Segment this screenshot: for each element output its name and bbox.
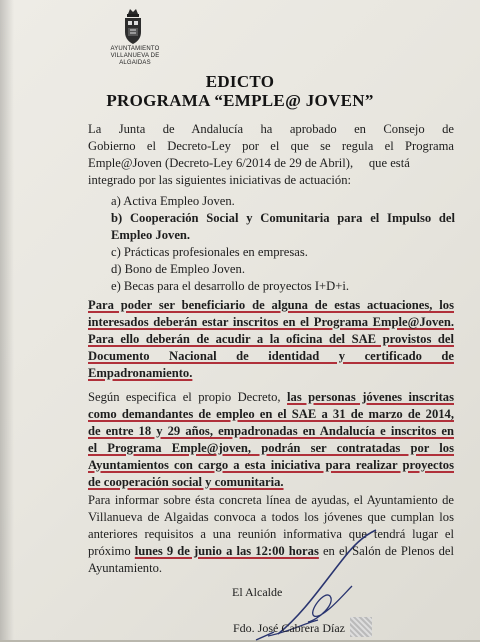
requirements-line: interesados deberán estar inscritos en el Programa Emple@Joven. xyxy=(88,315,454,329)
meeting-line: Para informar sobre ésta concreta línea de ayudas, el Ayuntamiento de xyxy=(88,493,454,507)
initiative-a: a) Activa Empleo Joven. xyxy=(111,194,235,208)
intro-line: Emple@Joven (Decreto-Ley 6/2014 de 29 de Abril), que está xyxy=(88,156,410,170)
decree-line: el Programa Emple@joven, podrán ser contratadas por los xyxy=(88,441,454,455)
decree-line: Según especifica el propio Decreto, xyxy=(88,390,288,404)
decree-highlight: las personas jóvenes inscritas xyxy=(287,390,454,404)
mayor-title: El Alcalde xyxy=(232,585,283,599)
redacted-area xyxy=(350,617,372,637)
decree-line: Ayuntamientos con cargo a esta iniciativa para realizar proyectos xyxy=(88,458,454,472)
meeting-line: anteriores requisitos a una reunión informativa que tendrá lugar el xyxy=(88,527,454,541)
signed-by: Fdo. José Cabrera Díaz xyxy=(233,621,345,635)
requirements-line: Empadronamiento. xyxy=(88,366,193,380)
intro-line: integrado por las siguientes iniciativas de actuación: xyxy=(88,173,351,187)
decree-line: de entre 18 y 29 años, empadronadas en Andalucía e inscritos en xyxy=(88,424,454,438)
town-line-1: AYUNTAMIENTO xyxy=(110,46,160,52)
edict-title: EDICTO xyxy=(205,72,275,91)
town-line-2: VILLANUEVA DE ALGAIDAS xyxy=(110,53,160,66)
requirements-line: Para poder ser beneficiario de alguna de estas actuaciones, los xyxy=(88,298,454,312)
requirements-line: Para ello deberán de acudir a la oficina del SAE provistos del xyxy=(88,332,454,346)
initiative-d: d) Bono de Empleo Joven. xyxy=(111,262,245,276)
decree-paragraph xyxy=(88,389,454,491)
intro-line: La Junta de Andalucía ha aprobado en Consejo de xyxy=(88,122,454,136)
initiative-c: c) Prácticas profesionales en empresas. xyxy=(111,245,308,259)
meeting-date: lunes 9 de junio a las 12:00 horas xyxy=(134,544,319,558)
intro-paragraph xyxy=(88,121,454,189)
program-title: PROGRAMA “EMPLE@ JOVEN” xyxy=(106,91,374,110)
initiatives-list xyxy=(111,193,455,295)
initiative-e: e) Becas para el desarrollo de proyectos I+D+i. xyxy=(111,279,349,293)
intro-line: Gobierno el Decreto-Ley por el que se regula el Programa xyxy=(88,139,454,153)
meeting-line: en el Salón de Plenos del xyxy=(318,544,454,558)
decree-line: como demandantes de empleo en el SAE a 31 de marzo de 2014, xyxy=(88,407,454,421)
meeting-line: próximo xyxy=(88,544,135,558)
requirements-paragraph xyxy=(88,297,454,382)
town-name xyxy=(100,46,170,67)
initiative-b-line-1: b) Cooperación Social y Comunitaria para el Impulso del xyxy=(111,211,455,225)
meeting-line: Villanueva de Algaidas convoca a todos los jóvenes que cumplan los xyxy=(88,510,454,524)
coat-of-arms-icon xyxy=(121,6,145,46)
initiative-b-line-2: Empleo Joven. xyxy=(111,228,191,242)
decree-line: de cooperación social y comunitaria. xyxy=(88,475,284,489)
requirements-line: Documento Nacional de identidad y certificado de xyxy=(88,349,454,363)
meeting-line: Ayuntamiento. xyxy=(88,561,163,575)
